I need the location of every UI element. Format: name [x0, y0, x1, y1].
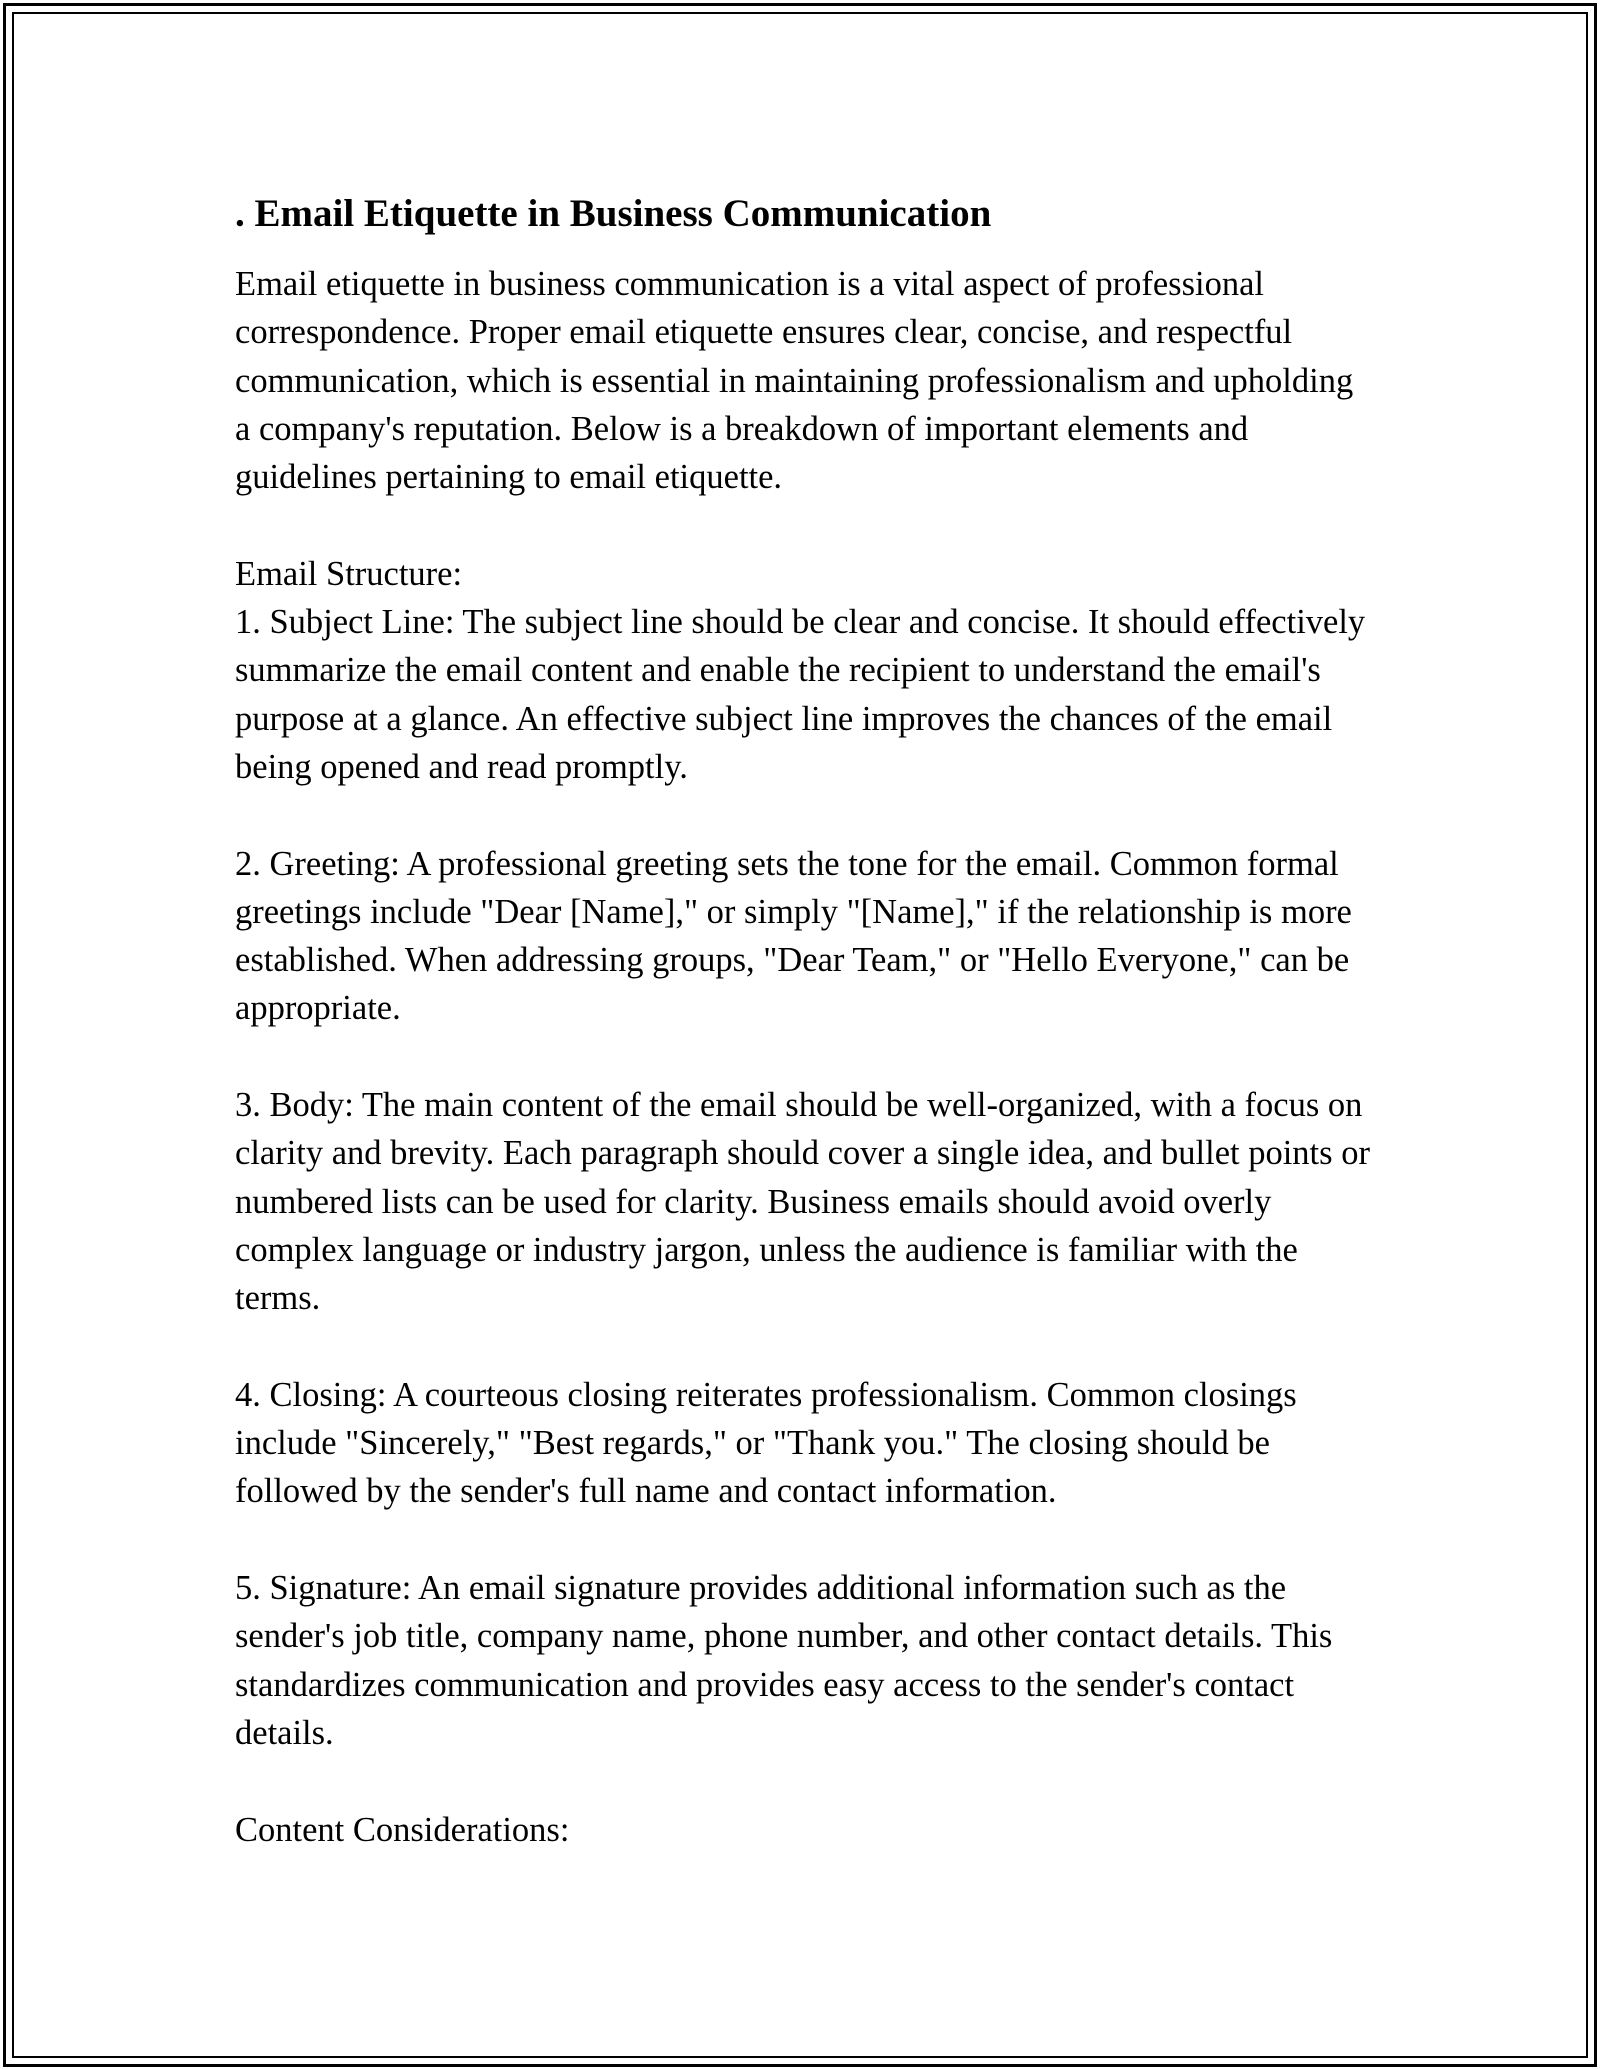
paragraph-spacer [235, 1033, 1375, 1081]
paragraph-spacer [235, 501, 1375, 549]
intro-paragraph: Email etiquette in business communication is a vital aspect of professional correspondence. Proper email etiquette ensures clear, concise, and respectful communication, which is essential in maintaining professionalism and upholding a company's reputation. Below is a breakdown of important elements and guidelines pertaining to email etiquette. [235, 265, 1354, 497]
paragraph-spacer [235, 1757, 1375, 1805]
section-heading-content-considerations: Content Considerations: [235, 1810, 570, 1849]
paragraph-spacer [235, 1516, 1375, 1564]
document-body [235, 188, 1375, 1854]
section-heading-email-structure: Email Structure: [235, 554, 463, 593]
paragraph-spacer [235, 1323, 1375, 1371]
list-item-closing: 4. Closing: A courteous closing reiterates professionalism. Common closings include "Sincerely," "Best regards," or "Thank you." The closing should be followed by the sender's full name and contact information. [235, 1375, 1297, 1511]
list-item-signature: 5. Signature: An email signature provides additional information such as the sender's job title, company name, phone number, and other contact details. This standardizes communication and provides easy access to the sender's contact details. [235, 1569, 1333, 1752]
list-item-subject-line: 1. Subject Line: The subject line should be clear and concise. It should effectively summarize the email content and enable the recipient to understand the email's purpose at a glance. An effective subject line improves the chances of the email being opened and read promptly. [235, 603, 1366, 786]
list-item-greeting: 2. Greeting: A professional greeting sets the tone for the email. Common formal greetings include "Dear [Name]," or simply "[Name]," if the relationship is more established. When addressing groups, "Dear Team," or "Hello Everyone," can be appropriate. [235, 844, 1352, 1028]
paragraph-spacer [235, 791, 1375, 839]
list-item-body: 3. Body: The main content of the email should be well-organized, with a focus on clarity and brevity. Each paragraph should cover a single idea, and bullet points or numbered lists can be used for clarity. Business emails should avoid overly complex language or industry jargon, unless the audience is familiar with the terms. [235, 1086, 1370, 1318]
page-title: . Email Etiquette in Business Communication [235, 192, 992, 235]
